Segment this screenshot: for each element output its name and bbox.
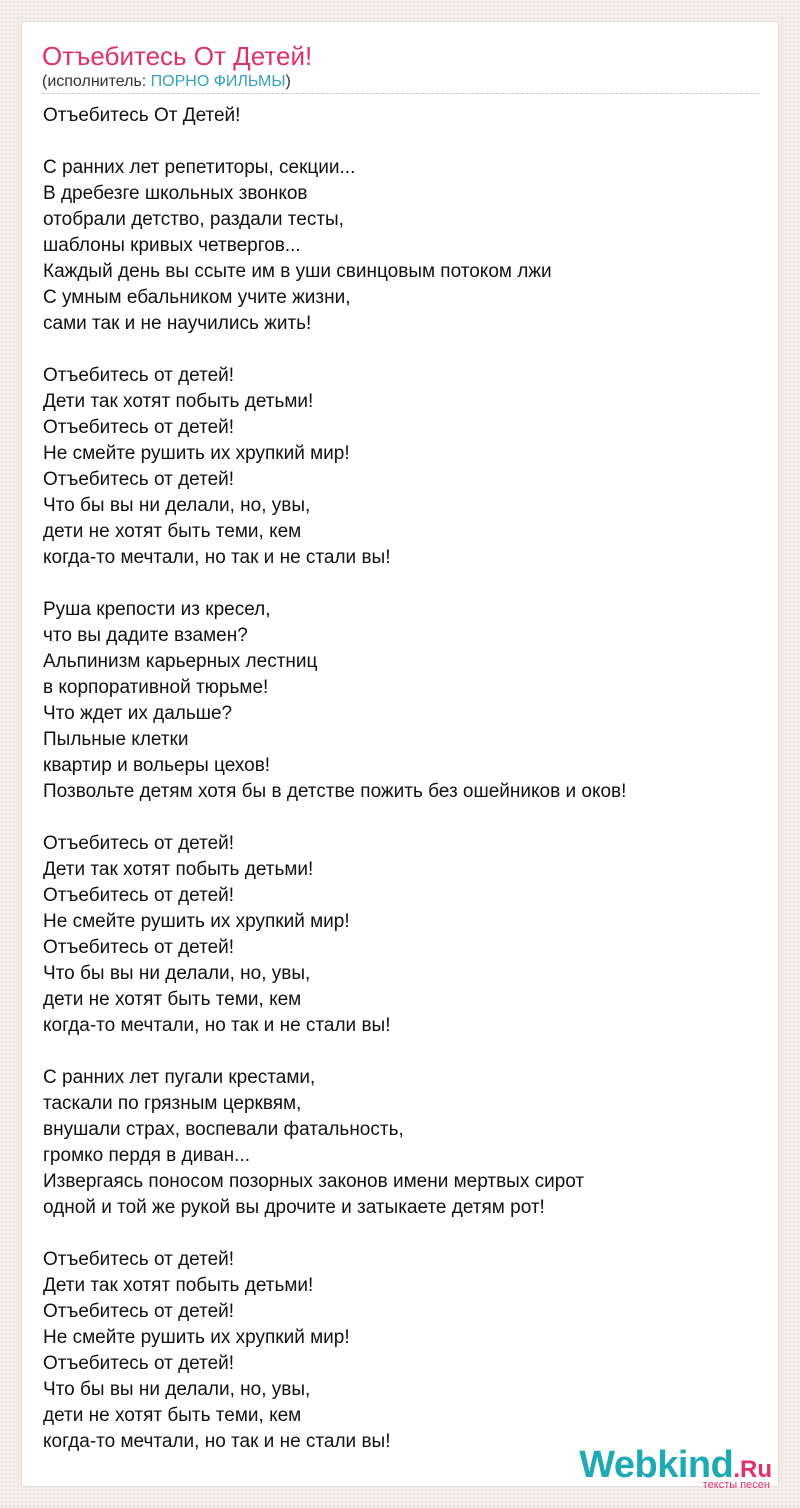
lyric-line: Дети так хотят побыть детьми! xyxy=(43,1275,314,1296)
lyric-line: отобрали детство, раздали тесты, xyxy=(43,209,344,230)
lyric-line: в корпоративной тюрьме! xyxy=(43,677,269,698)
lyric-line: квартир и вольеры цехов! xyxy=(43,755,271,776)
artist-prefix: (исполнитель: xyxy=(42,73,151,90)
lyric-line: Не смейте рушить их хрупкий мир! xyxy=(43,443,350,464)
webkind-logo[interactable] xyxy=(579,1444,772,1491)
lyric-line: дети не хотят быть теми, кем xyxy=(43,521,302,542)
lyric-line: С ранних лет пугали крестами, xyxy=(43,1067,316,1088)
lyric-line: дети не хотят быть теми, кем xyxy=(43,1405,302,1426)
lyric-line: когда-то мечтали, но так и не стали вы! xyxy=(43,1431,391,1452)
lyric-line: Что бы вы ни делали, но, увы, xyxy=(43,495,311,516)
lyric-line: Отъебитесь от детей! xyxy=(43,469,235,490)
lyric-line: шаблоны кривых четвергов... xyxy=(43,235,301,256)
lyric-line: Отъебитесь от детей! xyxy=(43,885,235,906)
lyric-line: Дети так хотят побыть детьми! xyxy=(43,859,314,880)
lyric-line: Руша крепости из кресел, xyxy=(43,599,271,620)
lyric-line: Отъебитесь от детей! xyxy=(43,1249,235,1270)
lyric-line: Что бы вы ни делали, но, увы, xyxy=(43,1379,311,1400)
lyric-line: Альпинизм карьерных лестниц xyxy=(43,651,318,672)
lyric-line: сами так и не научились жить! xyxy=(43,313,312,334)
stanza-gap xyxy=(43,337,763,363)
stanza-gap xyxy=(43,1039,763,1065)
stanza-gap xyxy=(43,1221,763,1247)
lyric-line: громко пердя в диван... xyxy=(43,1145,250,1166)
lyric-line: Что ждет их дальше? xyxy=(43,703,233,724)
lyric-line: Не смейте рушить их хрупкий мир! xyxy=(43,911,350,932)
lyric-line: Пыльные клетки xyxy=(43,729,189,750)
lyric-line: Отъебитесь от детей! xyxy=(43,937,235,958)
title-divider xyxy=(42,93,758,94)
lyric-line: Отъебитесь от детей! xyxy=(43,417,235,438)
lyric-line: дети не хотят быть теми, кем xyxy=(43,989,302,1010)
artist-link[interactable]: ПОРНО ФИЛЬМЫ xyxy=(150,73,286,90)
lyric-line: Извергаясь поносом позорных законов имени мертвых сирот xyxy=(43,1171,585,1192)
lyric-line: Каждый день вы ссыте им в уши свинцовым потоком лжи xyxy=(43,261,552,282)
lyric-line: что вы дадите взамен? xyxy=(43,625,248,646)
lyric-line: Отъебитесь от детей! xyxy=(43,1353,235,1374)
lyric-line: внушали страх, воспевали фатальность, xyxy=(43,1119,404,1140)
lyric-line: Отъебитесь от детей! xyxy=(43,833,235,854)
artist-line xyxy=(42,72,291,92)
lyric-line: когда-то мечтали, но так и не стали вы! xyxy=(43,547,391,568)
logo-tld: .Ru xyxy=(733,1456,772,1483)
lyric-line: В дребезге школьных звонков xyxy=(43,183,308,204)
lyric-line: Отъебитесь от детей! xyxy=(43,1301,235,1322)
lyric-line: С умным ебальником учите жизни, xyxy=(43,287,351,308)
lyric-line: С ранних лет репетиторы, секции... xyxy=(43,157,356,178)
lyric-line: одной и той же рукой вы дрочите и затыкаете детям рот! xyxy=(43,1197,545,1218)
lyrics-card xyxy=(22,22,778,1486)
lyric-line: Что бы вы ни делали, но, увы, xyxy=(43,963,311,984)
lyric-line: когда-то мечтали, но так и не стали вы! xyxy=(43,1015,391,1036)
stanza-gap xyxy=(43,805,763,831)
lyric-line: Не смейте рушить их хрупкий мир! xyxy=(43,1327,350,1348)
lyric-line: Отъебитесь от детей! xyxy=(43,365,235,386)
lyric-line: Отъебитесь От Детей! xyxy=(43,105,241,126)
artist-suffix: ) xyxy=(285,73,291,90)
logo-tagline: тексты песен xyxy=(702,1479,770,1491)
stanza-gap xyxy=(43,129,763,155)
lyric-line: Позвольте детям хотя бы в детстве пожить без ошейников и оков! xyxy=(43,781,627,802)
stanza-gap xyxy=(43,571,763,597)
lyric-line: таскали по грязным церквям, xyxy=(43,1093,302,1114)
logo-name: Webkind xyxy=(579,1444,734,1486)
song-title: Отъебитесь От Детей! xyxy=(42,41,313,71)
lyrics-body xyxy=(43,103,763,1455)
lyric-line: Дети так хотят побыть детьми! xyxy=(43,391,314,412)
